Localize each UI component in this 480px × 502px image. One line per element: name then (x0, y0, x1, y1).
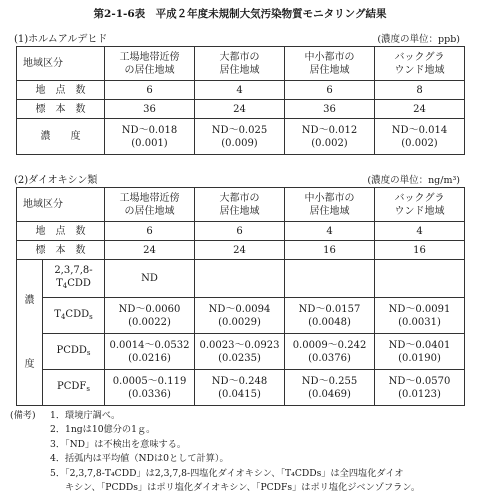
table-cell: ND～0.0570 (0.0123) (375, 370, 465, 406)
table-cell: 4 (195, 81, 285, 100)
table-cell (285, 260, 375, 298)
table-cell: ND (105, 260, 195, 298)
column-header: 大都市の 居住地域 (195, 188, 285, 222)
table-row (17, 100, 465, 119)
note-item: 4．括弧内は平均値（NDは0として計算）。 (50, 453, 229, 465)
section1-heading: (1)ホルムアルデヒド (14, 34, 108, 45)
table-header-row (17, 188, 465, 222)
table-cell: 0.0014～0.0532 (0.0216) (105, 334, 195, 370)
row-label: 濃 度 (17, 119, 105, 155)
table-cell (375, 260, 465, 298)
row-label: 地 点 数 (17, 222, 105, 241)
table-cell: 16 (285, 241, 375, 260)
table-cell: 0.0023～0.0923 (0.0235) (195, 334, 285, 370)
table-cell: 24 (375, 100, 465, 119)
table-cell: ND～0.0157 (0.0048) (285, 298, 375, 334)
region-header: 地域区分 (17, 188, 105, 222)
substance-name: $PCDF_s$ (43, 370, 105, 406)
table-cell: ND～0.248 (0.0415) (195, 370, 285, 406)
table-row (17, 260, 465, 298)
table-cell: 0.0009～0.242 (0.0376) (285, 334, 375, 370)
concentration-label: 濃 度 (17, 260, 43, 406)
table-row (17, 81, 465, 100)
table-cell: ND～0.0094 (0.0029) (195, 298, 285, 334)
column-header: 中小都市の 居住地域 (285, 47, 375, 81)
formaldehyde-table (16, 46, 465, 155)
note-item: 2．1ngは10億分の1ｇ。 (50, 424, 156, 436)
table-cell: 36 (105, 100, 195, 119)
notes-list (50, 409, 420, 495)
notes-label: (備考) (10, 410, 36, 421)
table-cell: 16 (375, 241, 465, 260)
dioxin-table (16, 187, 465, 406)
section2-heading: (2)ダイオキシン類 (14, 175, 98, 186)
table-cell: 6 (285, 81, 375, 100)
table-header-row (17, 47, 465, 81)
table-cell: 8 (375, 81, 465, 100)
table-cell: 4 (285, 222, 375, 241)
note-item: 5．「2,3,7,8-T₄CDD」は2,3,7,8-四塩化ダイオキシン、「T₄CDDs」は全四塩化ダイオ (50, 467, 404, 479)
table-cell: 6 (105, 222, 195, 241)
table-row (17, 222, 465, 241)
column-header: 大都市の 居住地域 (195, 47, 285, 81)
table-row (17, 119, 465, 155)
row-label: 標 本 数 (17, 100, 105, 119)
table-cell: ND～0.0091 (0.0031) (375, 298, 465, 334)
table-cell: 0.0005～0.119 (0.0336) (105, 370, 195, 406)
note-item: 3．「ND」は不検出を意味する。 (50, 438, 187, 450)
table-cell: ND～0.018 (0.001) (105, 119, 195, 155)
substance-name: $T_4CDD_s$ (43, 298, 105, 334)
table-cell: ND～0.025 (0.009) (195, 119, 285, 155)
note-item: キシン、「PCDDs」はポリ塩化ダイオキシン、「PCDFs」はポリ塩化ジベンゾフラン。 (65, 482, 420, 494)
substance-name: 2,3,7,8- $T_4CDD$ (43, 260, 105, 298)
column-header: バックグラ ウンド地域 (375, 188, 465, 222)
table-row (17, 370, 465, 406)
table-cell: 24 (105, 241, 195, 260)
page-title: 第2-1-6表 平成２年度未規制大気汚染物質モニタリング結果 (93, 8, 387, 20)
column-header: バックグラ ウンド地域 (375, 47, 465, 81)
column-header: 工場地帯近傍 の居住地域 (105, 47, 195, 81)
table-cell: 4 (375, 222, 465, 241)
substance-name: $PCDD_s$ (43, 334, 105, 370)
table-cell: ND～0.012 (0.002) (285, 119, 375, 155)
region-header: 地域区分 (17, 47, 105, 81)
column-header: 中小都市の 居住地域 (285, 188, 375, 222)
table-row (17, 241, 465, 260)
table-cell: ND～0.014 (0.002) (375, 119, 465, 155)
table-row (17, 334, 465, 370)
row-label: 標 本 数 (17, 241, 105, 260)
row-label: 地 点 数 (17, 81, 105, 100)
column-header: 工場地帯近傍 の居住地域 (105, 188, 195, 222)
table-cell: 24 (195, 100, 285, 119)
note-item: 1．環境庁調べ。 (50, 410, 121, 421)
table-cell (195, 260, 285, 298)
section2-unit: (濃度の単位：ng/m³) (367, 175, 460, 186)
table-cell: 6 (105, 81, 195, 100)
table-cell: ND～0.255 (0.0469) (285, 370, 375, 406)
table-cell: 6 (195, 222, 285, 241)
table-cell: ND～0.0401 (0.0190) (375, 334, 465, 370)
table-cell: 36 (285, 100, 375, 119)
section1-unit: (濃度の単位：ppb) (377, 34, 460, 45)
table-cell: 24 (195, 241, 285, 260)
table-cell: ND～0.0060 (0.0022) (105, 298, 195, 334)
table-row (17, 298, 465, 334)
